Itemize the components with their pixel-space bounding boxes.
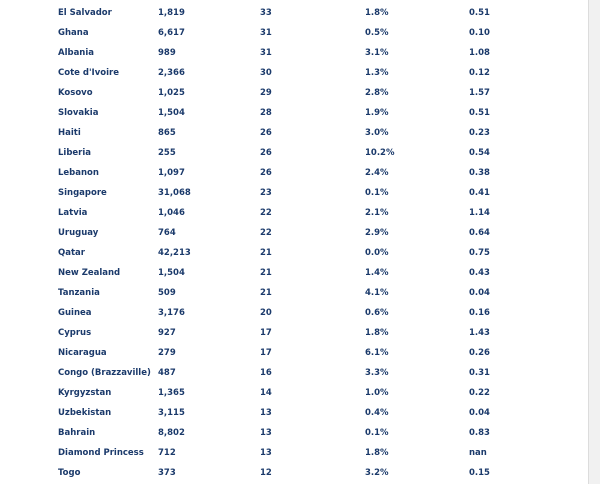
cell-per-100k: 0.38 bbox=[469, 168, 490, 178]
cell-per-100k: 1.14 bbox=[469, 208, 490, 218]
cell-country: Ghana bbox=[58, 28, 89, 38]
table-row bbox=[0, 143, 588, 163]
cell-country: Bahrain bbox=[58, 428, 96, 438]
cell-deaths: 33 bbox=[260, 8, 272, 18]
table-row bbox=[0, 383, 588, 403]
cell-per-100k: 0.16 bbox=[469, 308, 490, 318]
cell-per-100k: 0.51 bbox=[469, 108, 490, 118]
cell-per-100k: 0.64 bbox=[469, 228, 490, 238]
cell-deaths: 29 bbox=[260, 88, 272, 98]
cell-per-100k: 0.75 bbox=[469, 248, 490, 258]
cell-cases: 927 bbox=[158, 328, 176, 338]
table-row bbox=[0, 203, 588, 223]
cell-country: Kosovo bbox=[58, 88, 93, 98]
table-row bbox=[0, 363, 588, 383]
cell-country: Nicaragua bbox=[58, 348, 107, 358]
cell-per-100k: 0.04 bbox=[469, 288, 490, 298]
cell-country: Latvia bbox=[58, 208, 88, 218]
cell-country: Congo (Brazzaville) bbox=[58, 368, 151, 378]
cell-country: Diamond Princess bbox=[58, 448, 144, 458]
cell-deaths: 26 bbox=[260, 168, 272, 178]
cell-cases: 487 bbox=[158, 368, 176, 378]
cell-rate: 10.2% bbox=[365, 148, 395, 158]
page-scrollbar[interactable] bbox=[589, 0, 600, 484]
cell-cases: 8,802 bbox=[158, 428, 185, 438]
cell-deaths: 26 bbox=[260, 148, 272, 158]
cell-deaths: 13 bbox=[260, 448, 272, 458]
cell-country: Cote d'Ivoire bbox=[58, 68, 119, 78]
cell-deaths: 22 bbox=[260, 228, 272, 238]
cell-deaths: 31 bbox=[260, 48, 272, 58]
table-row bbox=[0, 263, 588, 283]
cell-deaths: 13 bbox=[260, 408, 272, 418]
cell-rate: 1.0% bbox=[365, 388, 389, 398]
cell-cases: 6,617 bbox=[158, 28, 185, 38]
cell-rate: 0.1% bbox=[365, 428, 389, 438]
cell-deaths: 12 bbox=[260, 468, 272, 478]
cell-cases: 1,046 bbox=[158, 208, 185, 218]
cell-rate: 1.8% bbox=[365, 448, 389, 458]
cell-rate: 1.9% bbox=[365, 108, 389, 118]
cell-rate: 2.4% bbox=[365, 168, 389, 178]
cell-deaths: 13 bbox=[260, 428, 272, 438]
table-row bbox=[0, 123, 588, 143]
cell-per-100k: 0.54 bbox=[469, 148, 490, 158]
cell-country: Togo bbox=[58, 468, 81, 478]
table-row bbox=[0, 323, 588, 343]
table-row bbox=[0, 403, 588, 423]
cell-country: Slovakia bbox=[58, 108, 99, 118]
cell-deaths: 21 bbox=[260, 248, 272, 258]
table-row bbox=[0, 3, 588, 23]
cell-per-100k: nan bbox=[469, 448, 487, 458]
table-row bbox=[0, 283, 588, 303]
cell-rate: 2.8% bbox=[365, 88, 389, 98]
cell-deaths: 14 bbox=[260, 388, 272, 398]
table-row bbox=[0, 463, 588, 483]
cell-country: Uzbekistan bbox=[58, 408, 112, 418]
cell-rate: 0.0% bbox=[365, 248, 389, 258]
cell-rate: 1.8% bbox=[365, 328, 389, 338]
cell-cases: 1,504 bbox=[158, 108, 185, 118]
cell-deaths: 31 bbox=[260, 28, 272, 38]
cell-deaths: 16 bbox=[260, 368, 272, 378]
cell-country: Singapore bbox=[58, 188, 107, 198]
table-row bbox=[0, 83, 588, 103]
table-row bbox=[0, 243, 588, 263]
cell-rate: 3.0% bbox=[365, 128, 389, 138]
cell-country: Lebanon bbox=[58, 168, 99, 178]
table-row bbox=[0, 163, 588, 183]
cell-deaths: 26 bbox=[260, 128, 272, 138]
cell-deaths: 28 bbox=[260, 108, 272, 118]
cell-deaths: 23 bbox=[260, 188, 272, 198]
cell-per-100k: 1.43 bbox=[469, 328, 490, 338]
cell-country: Tanzania bbox=[58, 288, 100, 298]
cell-cases: 279 bbox=[158, 348, 176, 358]
cell-per-100k: 1.08 bbox=[469, 48, 490, 58]
cell-cases: 1,365 bbox=[158, 388, 185, 398]
cell-cases: 1,819 bbox=[158, 8, 185, 18]
cell-rate: 3.2% bbox=[365, 468, 389, 478]
cell-per-100k: 0.51 bbox=[469, 8, 490, 18]
cell-rate: 1.3% bbox=[365, 68, 389, 78]
cell-country: Cyprus bbox=[58, 328, 92, 338]
cell-deaths: 21 bbox=[260, 288, 272, 298]
cell-cases: 255 bbox=[158, 148, 176, 158]
cell-rate: 0.5% bbox=[365, 28, 389, 38]
cell-rate: 6.1% bbox=[365, 348, 389, 358]
cell-per-100k: 0.04 bbox=[469, 408, 490, 418]
table-row bbox=[0, 443, 588, 463]
cell-cases: 42,213 bbox=[158, 248, 191, 258]
cell-cases: 989 bbox=[158, 48, 176, 58]
cell-country: Albania bbox=[58, 48, 95, 58]
cell-rate: 1.4% bbox=[365, 268, 389, 278]
cell-rate: 0.6% bbox=[365, 308, 389, 318]
cell-per-100k: 0.23 bbox=[469, 128, 490, 138]
cell-deaths: 17 bbox=[260, 348, 272, 358]
cell-per-100k: 0.83 bbox=[469, 428, 490, 438]
table-row bbox=[0, 183, 588, 203]
cell-cases: 3,176 bbox=[158, 308, 185, 318]
cell-rate: 4.1% bbox=[365, 288, 389, 298]
cell-country: Haiti bbox=[58, 128, 81, 138]
cell-deaths: 20 bbox=[260, 308, 272, 318]
cell-deaths: 17 bbox=[260, 328, 272, 338]
cell-deaths: 30 bbox=[260, 68, 272, 78]
table-row bbox=[0, 63, 588, 83]
cell-country: New Zealand bbox=[58, 268, 121, 278]
cell-per-100k: 0.22 bbox=[469, 388, 490, 398]
cell-country: Qatar bbox=[58, 248, 85, 258]
cell-country: Guinea bbox=[58, 308, 92, 318]
cell-deaths: 21 bbox=[260, 268, 272, 278]
table-row bbox=[0, 303, 588, 323]
cell-cases: 3,115 bbox=[158, 408, 185, 418]
cell-per-100k: 0.41 bbox=[469, 188, 490, 198]
cell-per-100k: 0.43 bbox=[469, 268, 490, 278]
table-row bbox=[0, 343, 588, 363]
table-row bbox=[0, 223, 588, 243]
cell-country: Kyrgyzstan bbox=[58, 388, 112, 398]
cell-country: Uruguay bbox=[58, 228, 99, 238]
cell-cases: 1,097 bbox=[158, 168, 185, 178]
cell-cases: 712 bbox=[158, 448, 176, 458]
cell-deaths: 22 bbox=[260, 208, 272, 218]
table-row bbox=[0, 23, 588, 43]
cell-per-100k: 0.12 bbox=[469, 68, 490, 78]
cell-cases: 1,025 bbox=[158, 88, 185, 98]
cell-cases: 764 bbox=[158, 228, 176, 238]
table-row bbox=[0, 103, 588, 123]
cell-rate: 1.8% bbox=[365, 8, 389, 18]
cell-rate: 2.9% bbox=[365, 228, 389, 238]
cell-rate: 3.3% bbox=[365, 368, 389, 378]
cell-per-100k: 0.31 bbox=[469, 368, 490, 378]
table-row bbox=[0, 43, 588, 63]
cell-country: El Salvador bbox=[58, 8, 112, 18]
cell-cases: 2,366 bbox=[158, 68, 185, 78]
cell-cases: 1,504 bbox=[158, 268, 185, 278]
country-stats-table bbox=[0, 3, 588, 483]
table-row bbox=[0, 423, 588, 443]
cell-rate: 0.4% bbox=[365, 408, 389, 418]
cell-per-100k: 1.57 bbox=[469, 88, 490, 98]
cell-per-100k: 0.26 bbox=[469, 348, 490, 358]
cell-cases: 31,068 bbox=[158, 188, 191, 198]
cell-rate: 3.1% bbox=[365, 48, 389, 58]
cell-cases: 865 bbox=[158, 128, 176, 138]
cell-rate: 0.1% bbox=[365, 188, 389, 198]
cell-cases: 509 bbox=[158, 288, 176, 298]
cell-cases: 373 bbox=[158, 468, 176, 478]
cell-per-100k: 0.10 bbox=[469, 28, 490, 38]
cell-per-100k: 0.15 bbox=[469, 468, 490, 478]
cell-rate: 2.1% bbox=[365, 208, 389, 218]
cell-country: Liberia bbox=[58, 148, 92, 158]
